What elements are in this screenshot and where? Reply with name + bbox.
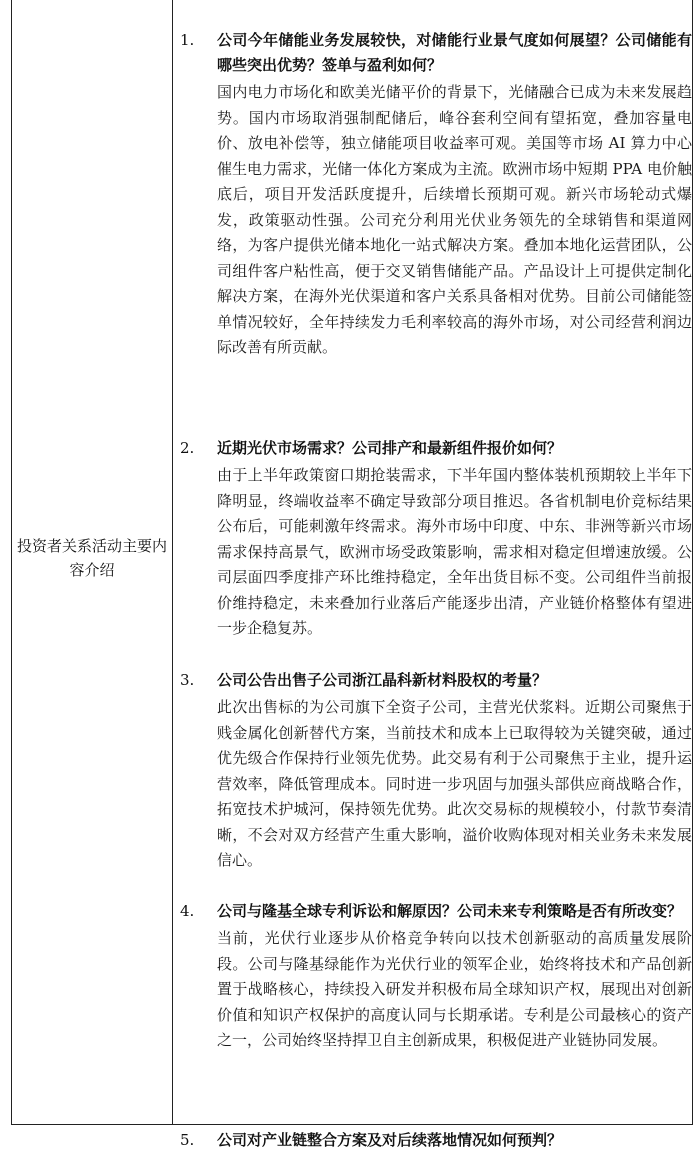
item-number: 1. <box>180 31 195 49</box>
content-cell <box>172 28 692 1149</box>
table-frame <box>11 0 693 1149</box>
item-number: 2. <box>180 439 195 457</box>
qa-item <box>172 899 692 1054</box>
item-number: 3. <box>180 671 195 689</box>
item-number: 4. <box>180 902 195 920</box>
qa-item <box>172 436 692 642</box>
qa-item <box>172 1128 692 1153</box>
answer: 当前，光伏行业逐步从价格竞争转向以技术创新驱动的高质量发展阶段。公司与隆基绿能作为光伏行业的领军企业，始终将技术和产品创新置于战略核心，持续投入研发并积极布局全球知识产权，展现出对创新价值和知识产权保护的高度认同与长期承诺。专利是公司最核心的资产之一，公司始终坚持捍卫自主创新成果，积极促进产业链协同发展。 <box>217 929 692 1049</box>
question: 近期光伏市场需求？公司排产和最新组件报价如何？ <box>217 439 563 457</box>
item-number: 5. <box>180 1131 195 1149</box>
answer: 此次出售标的为公司旗下全资子公司，主营光伏浆料。近期公司聚焦于贱金属化创新替代方案，当前技术和成本上已取得较为关键突破，通过优先级合作保持行业领先优势。此交易有利于公司聚焦于主业，提升运营效率，降低管理成本。同时进一步巩固与加强头部供应商战略合作，拓宽技术护城河，保持领先优势。此次交易标的规模较小，付款节奏清晰，不会对双方经营产生重大影响，溢价收购体现对相关业务未来发展信心。 <box>217 698 692 869</box>
answer: 由于上半年政策窗口期抢装需求，下半年国内整体装机预期较上半年下降明显，终端收益率不确定导致部分项目推迟。各省机制电价竞标结果公布后，可能刺激年终需求。海外市场中印度、中东、非洲等新兴市场需求保持高景气，欧洲市场受政策影响，需求相对稳定但增速放缓。公司层面四季度排产环比维持稳定，全年出货目标不变。公司组件当前报价维持稳定，未来叠加行业落后产能逐步出清，产业链价格整体有望进一步企稳复苏。 <box>217 466 692 637</box>
section-label: 投资者关系活动主要内容介绍 <box>16 537 167 579</box>
answer: 国内电力市场化和欧美光储平价的背景下，光储融合已成为未来发展趋势。国内市场取消强制配储后，峰谷套利空间有望拓宽，叠加容量电价、放电补偿等，独立储能项目收益率可观。美国等市场 AI 算力中心催生电力需求，光储一体化方案成为主流。欧洲市场中短期 PPA 电价触底后，项目开发活跃度提升，后续增长预期可观。新兴市场轮动式爆发，政策驱动性强。公司充分利用光伏业务领先的全球销售和渠道网络，为客户提供光储本地化一站式解决方案。叠加本地化运营团队，公司组件客户粘性高，便于交叉销售储能产品。产品设计上可提供定制化解决方案，在海外光伏渠道和客户关系具备相对优势。目前公司储能签单情况较好，全年持续发力毛利率较高的海外市场，对公司经营利润边际改善有所贡献。 <box>217 83 692 356</box>
question: 公司与隆基全球专利诉讼和解原因？公司未来专利策略是否有所改变？ <box>217 902 683 920</box>
qa-item <box>172 28 692 361</box>
question: 公司今年储能业务发展较快，对储能行业景气度如何展望？公司储能有哪些突出优势？签单与盈利如何？ <box>217 31 692 74</box>
question: 公司公告出售子公司浙江晶科新材料股权的考量？ <box>217 671 548 689</box>
question: 公司对产业链整合方案及对后续落地情况如何预判？ <box>217 1131 563 1149</box>
qa-item <box>172 668 692 874</box>
